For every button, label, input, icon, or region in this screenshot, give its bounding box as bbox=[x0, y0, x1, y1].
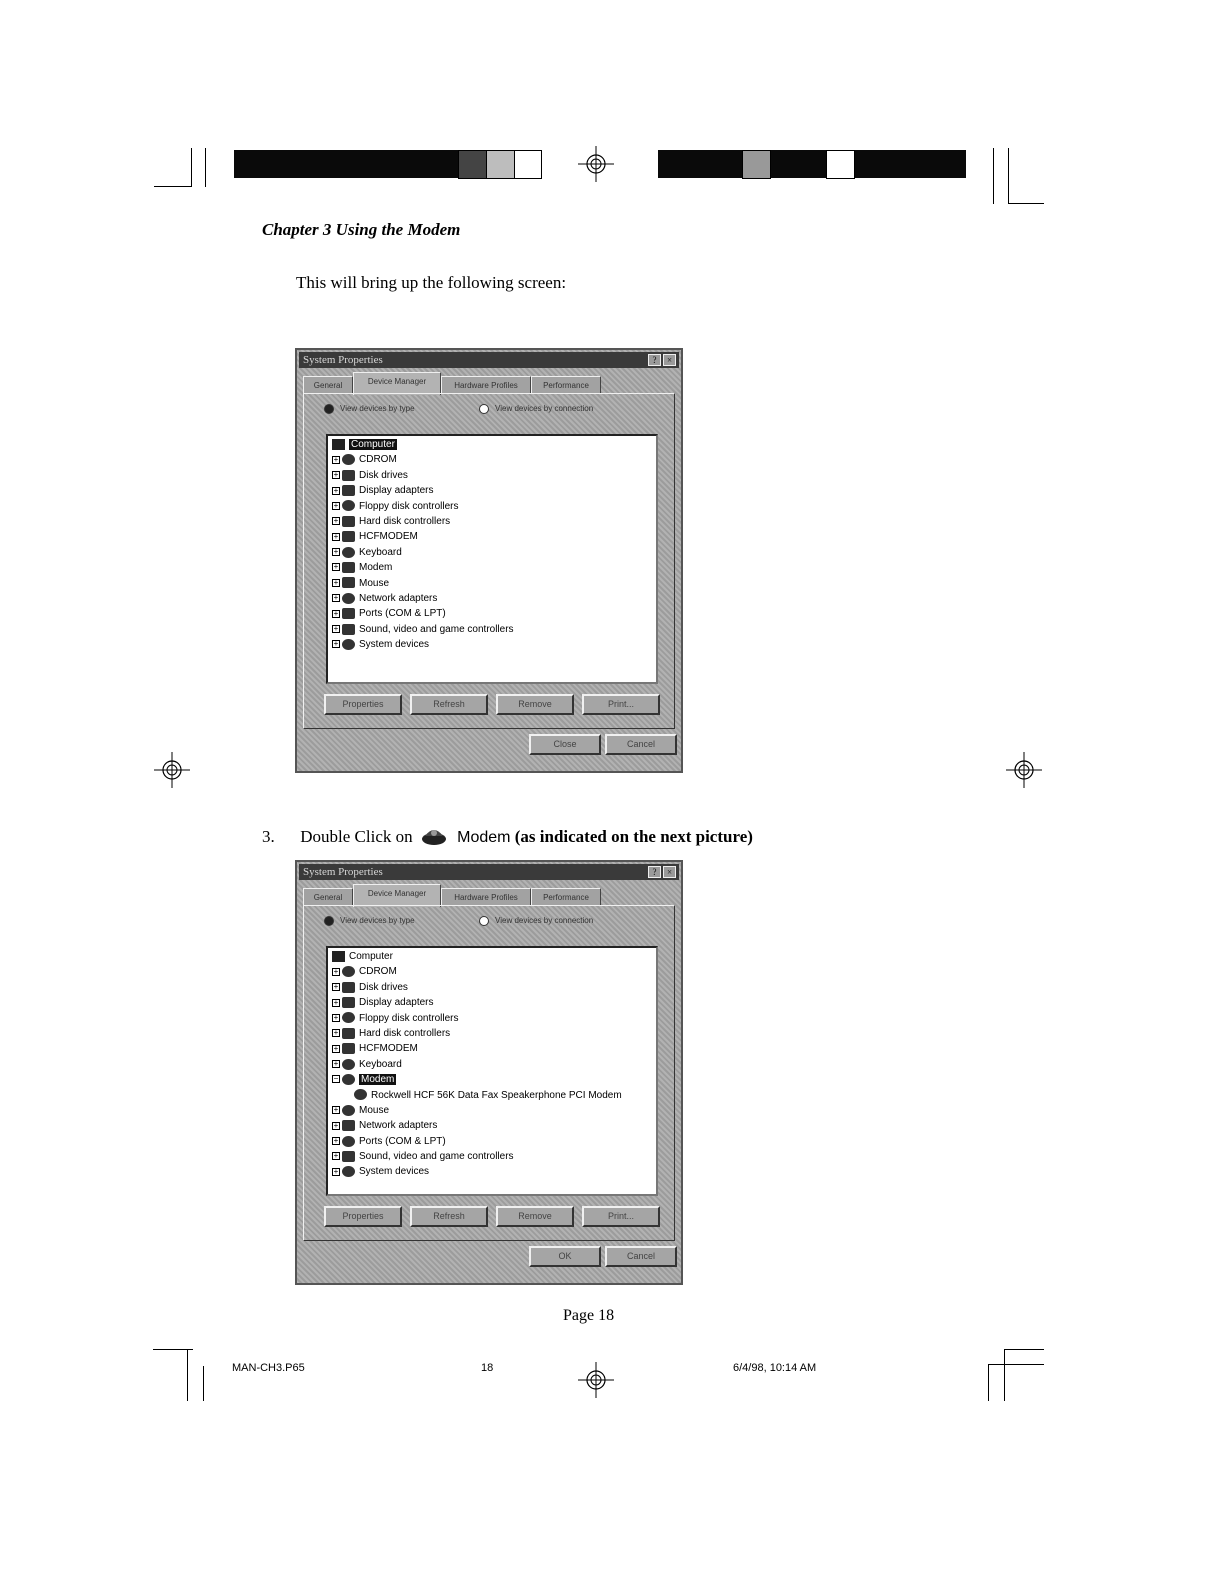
properties-button[interactable]: Properties bbox=[324, 694, 402, 715]
tree-root-label: Computer bbox=[351, 439, 395, 450]
expand-icon[interactable]: + bbox=[333, 547, 339, 557]
modem-icon bbox=[342, 1074, 355, 1085]
tab-general[interactable]: General bbox=[303, 376, 353, 394]
tree-item-label: Keyboard bbox=[359, 1058, 402, 1070]
keyboard-icon bbox=[342, 1059, 355, 1070]
system-device-icon bbox=[342, 639, 355, 650]
print-button[interactable]: Print... bbox=[582, 694, 660, 715]
expand-icon[interactable]: + bbox=[333, 577, 339, 587]
expand-icon[interactable]: + bbox=[333, 608, 339, 618]
system-properties-dialog-1 bbox=[295, 348, 683, 773]
radio-by-connection[interactable] bbox=[479, 404, 489, 414]
tree-item[interactable] bbox=[332, 964, 656, 979]
tree-item-label: Hard disk controllers bbox=[359, 515, 451, 527]
radio-by-type[interactable] bbox=[324, 404, 334, 414]
refresh-button[interactable]: Refresh bbox=[410, 694, 488, 715]
disk-controller-icon bbox=[342, 1012, 355, 1023]
tree-root[interactable] bbox=[332, 949, 656, 964]
expand-icon[interactable]: + bbox=[333, 624, 339, 634]
tab-general[interactable]: General bbox=[303, 888, 353, 906]
tree-item[interactable] bbox=[332, 499, 656, 514]
speaker-icon bbox=[342, 624, 355, 635]
cancel-button[interactable]: Cancel bbox=[605, 1246, 677, 1267]
radio-by-type-label: View devices by type bbox=[340, 404, 415, 414]
page-label: Page 18 bbox=[563, 1307, 615, 1324]
network-card-icon bbox=[342, 593, 355, 604]
tree-item[interactable] bbox=[332, 452, 656, 467]
ok-button[interactable]: OK bbox=[529, 1246, 601, 1267]
tree-item-label: Floppy disk controllers bbox=[359, 500, 459, 512]
modem-icon bbox=[421, 826, 447, 846]
expand-icon[interactable]: + bbox=[333, 966, 339, 976]
expand-icon[interactable]: + bbox=[333, 982, 339, 992]
intro-text: This will bring up the following screen: bbox=[296, 273, 567, 292]
tree-item-label: Display adapters bbox=[359, 997, 434, 1009]
tree-item[interactable] bbox=[332, 1134, 656, 1149]
mouse-icon bbox=[342, 577, 355, 588]
tree-item-label: Floppy disk controllers bbox=[359, 1012, 459, 1024]
expand-icon[interactable]: + bbox=[333, 1059, 339, 1069]
computer-icon bbox=[332, 439, 345, 450]
expand-icon[interactable]: + bbox=[333, 500, 339, 510]
computer-icon bbox=[332, 951, 345, 962]
system-device-icon bbox=[342, 1166, 355, 1177]
expand-icon[interactable]: + bbox=[333, 470, 339, 480]
device-manager-panel bbox=[303, 393, 675, 729]
tree-item[interactable] bbox=[332, 1164, 656, 1179]
tree-item[interactable] bbox=[332, 606, 656, 621]
footer-filename: MAN-CH3.P65 bbox=[232, 1362, 305, 1374]
dialog-title: System Properties bbox=[303, 866, 383, 878]
expand-icon[interactable]: + bbox=[333, 1105, 339, 1115]
port-icon bbox=[342, 1136, 355, 1147]
radio-by-type-label: View devices by type bbox=[340, 916, 415, 926]
cancel-button[interactable]: Cancel bbox=[605, 734, 677, 755]
tree-item-label: CDROM bbox=[359, 966, 397, 978]
tree-item[interactable] bbox=[332, 1041, 656, 1056]
diamond-icon bbox=[342, 531, 355, 542]
collapse-icon[interactable]: − bbox=[333, 1074, 339, 1084]
port-icon bbox=[342, 608, 355, 619]
tree-item[interactable] bbox=[332, 980, 656, 995]
registration-target-bottom bbox=[578, 1362, 614, 1398]
tree-item[interactable] bbox=[332, 483, 656, 498]
view-options bbox=[324, 404, 593, 414]
expand-icon[interactable]: + bbox=[333, 593, 339, 603]
radio-by-connection-label: View devices by connection bbox=[495, 404, 594, 414]
tree-item-label: Disk drives bbox=[359, 981, 408, 993]
tree-item[interactable] bbox=[332, 637, 656, 652]
tree-item[interactable] bbox=[332, 1026, 656, 1041]
tree-item[interactable] bbox=[332, 1149, 656, 1164]
disk-drive-icon bbox=[342, 470, 355, 481]
dialog-title: System Properties bbox=[303, 354, 383, 366]
expand-icon[interactable]: + bbox=[333, 1028, 339, 1038]
device-tree[interactable] bbox=[326, 946, 658, 1196]
radio-by-connection[interactable] bbox=[479, 916, 489, 926]
tab-bar bbox=[303, 884, 675, 906]
registration-target-top bbox=[578, 146, 614, 182]
help-button[interactable]: ? bbox=[648, 354, 661, 366]
tree-item[interactable] bbox=[332, 1103, 656, 1118]
tree-item-label: Network adapters bbox=[359, 1120, 438, 1132]
remove-button[interactable]: Remove bbox=[496, 694, 574, 715]
registration-target-left bbox=[154, 752, 190, 788]
footer-page-number: 18 bbox=[481, 1362, 494, 1374]
tree-item-modem-device[interactable] bbox=[332, 1088, 656, 1103]
radio-by-type[interactable] bbox=[324, 916, 334, 926]
tab-hardware-profiles[interactable]: Hardware Profiles bbox=[441, 376, 531, 394]
mouse-icon bbox=[342, 1105, 355, 1116]
remove-button[interactable]: Remove bbox=[496, 1206, 574, 1227]
tree-item-label: CDROM bbox=[359, 454, 397, 466]
chapter-header: Chapter 3 Using the Modem bbox=[262, 220, 461, 239]
step-suffix: (as indicated on the next picture) bbox=[514, 827, 753, 846]
expand-icon[interactable]: + bbox=[333, 1166, 339, 1176]
tree-item-label: Mouse bbox=[359, 577, 390, 589]
disk-controller-icon bbox=[342, 500, 355, 511]
tab-performance[interactable]: Performance bbox=[531, 888, 601, 906]
print-button[interactable]: Print... bbox=[582, 1206, 660, 1227]
tree-item-label: Hard disk controllers bbox=[359, 1027, 451, 1039]
expand-icon[interactable]: + bbox=[333, 454, 339, 464]
cdrom-icon bbox=[342, 966, 355, 977]
tree-item-label: Network adapters bbox=[359, 592, 438, 604]
tree-item[interactable] bbox=[332, 1118, 656, 1133]
tree-root[interactable] bbox=[332, 437, 656, 452]
tree-item-label: Disk drives bbox=[359, 469, 408, 481]
device-tree[interactable] bbox=[326, 434, 658, 684]
expand-icon[interactable]: + bbox=[333, 562, 339, 572]
properties-button[interactable]: Properties bbox=[324, 1206, 402, 1227]
tab-performance[interactable]: Performance bbox=[531, 376, 601, 394]
keyboard-icon bbox=[342, 547, 355, 558]
tree-item[interactable] bbox=[332, 622, 656, 637]
close-button[interactable]: × bbox=[663, 354, 676, 366]
network-card-icon bbox=[342, 1120, 355, 1131]
step-prefix: Double Click on bbox=[300, 827, 413, 846]
help-button[interactable]: ? bbox=[648, 866, 661, 878]
monitor-icon bbox=[342, 485, 355, 496]
footer-datetime: 6/4/98, 10:14 AM bbox=[733, 1362, 817, 1374]
close-dialog-button[interactable]: Close bbox=[529, 734, 601, 755]
system-properties-dialog-2 bbox=[295, 860, 683, 1285]
expand-icon[interactable]: + bbox=[333, 997, 339, 1007]
tree-item-label: Display adapters bbox=[359, 485, 434, 497]
view-options bbox=[324, 916, 593, 926]
tree-item[interactable] bbox=[332, 560, 656, 575]
step-modem-word: Modem bbox=[457, 829, 511, 846]
tree-item[interactable] bbox=[332, 1057, 656, 1072]
expand-icon[interactable]: + bbox=[333, 639, 339, 649]
tree-item-modem[interactable] bbox=[332, 1072, 656, 1087]
expand-icon[interactable]: + bbox=[333, 531, 339, 541]
tree-item-label: HCFMODEM bbox=[359, 1043, 418, 1055]
tree-item-label: System devices bbox=[359, 1166, 430, 1178]
disk-drive-icon bbox=[342, 982, 355, 993]
disk-controller-icon bbox=[342, 516, 355, 527]
dialog-titlebar bbox=[299, 864, 679, 880]
expand-icon[interactable]: + bbox=[333, 516, 339, 526]
tree-item-label: Sound, video and game controllers bbox=[359, 623, 514, 635]
tree-item-label: HCFMODEM bbox=[359, 531, 418, 543]
tree-item[interactable] bbox=[332, 545, 656, 560]
modem-icon bbox=[342, 562, 355, 573]
expand-icon[interactable]: + bbox=[333, 485, 339, 495]
speaker-icon bbox=[342, 1151, 355, 1162]
tab-bar bbox=[303, 372, 675, 394]
tree-item-label: Ports (COM & LPT) bbox=[359, 1135, 446, 1147]
close-button[interactable]: × bbox=[663, 866, 676, 878]
diamond-icon bbox=[342, 1043, 355, 1054]
expand-icon[interactable]: + bbox=[333, 1151, 339, 1161]
tree-item[interactable] bbox=[332, 1011, 656, 1026]
dialog-titlebar bbox=[299, 352, 679, 368]
tree-item[interactable] bbox=[332, 591, 656, 606]
tree-item-label: Mouse bbox=[359, 1104, 390, 1116]
tab-hardware-profiles[interactable]: Hardware Profiles bbox=[441, 888, 531, 906]
tree-item-label: Sound, video and game controllers bbox=[359, 1151, 514, 1163]
expand-icon[interactable]: + bbox=[333, 1120, 339, 1130]
cdrom-icon bbox=[342, 454, 355, 465]
monitor-icon bbox=[342, 997, 355, 1008]
tree-item-label: Keyboard bbox=[359, 546, 402, 558]
expand-icon[interactable]: + bbox=[333, 1136, 339, 1146]
expand-icon[interactable]: + bbox=[333, 1012, 339, 1022]
tree-item-label: Rockwell HCF 56K Data Fax Speakerphone PCI Modem bbox=[371, 1089, 622, 1101]
step-number: 3. bbox=[262, 827, 275, 846]
step-instruction bbox=[262, 826, 753, 847]
tree-item-label: System devices bbox=[359, 639, 430, 651]
expand-icon[interactable]: + bbox=[333, 1043, 339, 1053]
tree-item-label: Modem bbox=[361, 1074, 395, 1086]
radio-by-connection-label: View devices by connection bbox=[495, 916, 594, 926]
refresh-button[interactable]: Refresh bbox=[410, 1206, 488, 1227]
disk-controller-icon bbox=[342, 1028, 355, 1039]
tree-item[interactable] bbox=[332, 576, 656, 591]
tree-item-label: Ports (COM & LPT) bbox=[359, 608, 446, 620]
tree-item-label: Modem bbox=[359, 562, 393, 574]
device-manager-panel bbox=[303, 905, 675, 1241]
tab-device-manager[interactable]: Device Manager bbox=[353, 884, 441, 907]
tree-item[interactable] bbox=[332, 529, 656, 544]
tree-item[interactable] bbox=[332, 995, 656, 1010]
registration-target-right bbox=[1006, 752, 1042, 788]
tab-device-manager[interactable]: Device Manager bbox=[353, 372, 441, 395]
tree-item[interactable] bbox=[332, 468, 656, 483]
tree-root-label: Computer bbox=[349, 951, 393, 962]
tree-item[interactable] bbox=[332, 514, 656, 529]
modem-icon bbox=[354, 1089, 367, 1100]
